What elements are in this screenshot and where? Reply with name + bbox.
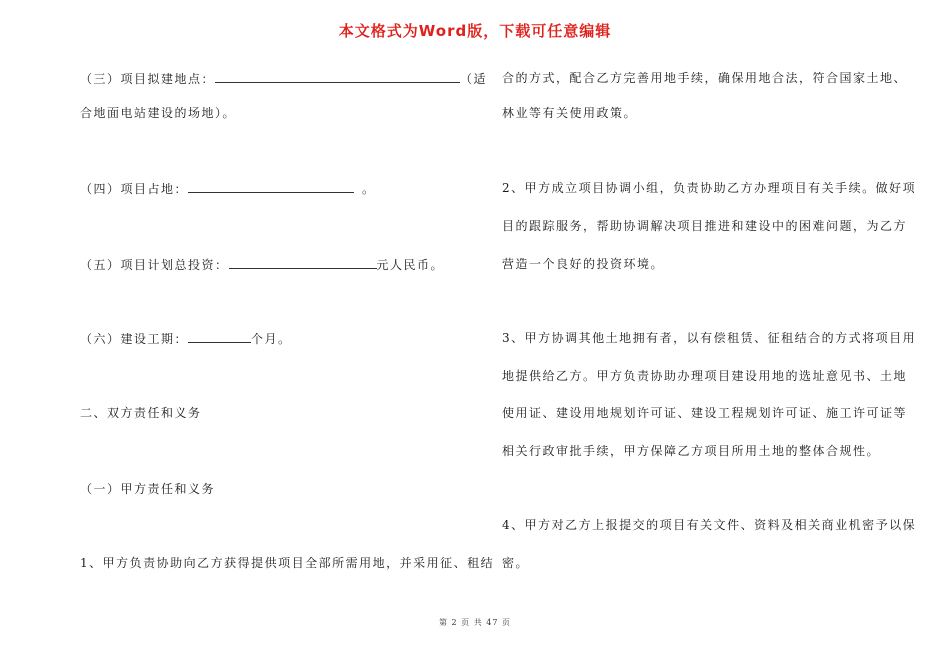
project-location-line-cont: 合地面电站建设的场地）。	[80, 106, 237, 120]
clause-4-line-1: 4、甲方对乙方上报提交的项目有关文件、资料及相关商业机密予以保	[502, 518, 917, 532]
clause-2-line-3: 营造一个良好的投资环境。	[502, 257, 665, 271]
clause-3-line-2: 地提供给乙方。甲方负责协助办理项目建设用地的选址意见书、土地	[502, 369, 908, 383]
total-investment-line: （五）项目计划总投资： 元人民币。	[80, 258, 445, 272]
location-blank	[215, 70, 460, 83]
investment-blank	[229, 256, 377, 269]
clause-1-cont-2: 林业等有关使用政策。	[502, 106, 638, 120]
clause-1-cont-1: 合的方式，配合乙方完善用地手续，确保用地合法，符合国家土地、	[502, 71, 908, 85]
clause-3-line-4: 相关行政审批手续，甲方保障乙方项目所用土地的整体合规性。	[502, 444, 881, 458]
subsection-heading-party-a: （一）甲方责任和义务	[80, 482, 216, 496]
clause-2-line-1: 2、甲方成立项目协调小组，负责协助乙方办理项目有关手续。做好项	[502, 181, 917, 195]
clause-3-line-3: 使用证、建设用地规划许可证、建设工程规划许可证、施工许可证等	[502, 406, 908, 420]
project-location-line: （三）项目拟建地点： （适	[80, 72, 488, 86]
section-heading-duties: 二、双方责任和义务	[80, 406, 202, 420]
clause-4-line-2: 密。	[502, 556, 530, 570]
construction-period-line: （六）建设工期： 个月。	[80, 332, 292, 346]
period-blank	[188, 330, 251, 343]
clause-2-line-2: 目的跟踪服务，帮助协调解决项目推进和建设中的困难问题，为乙方	[502, 219, 908, 233]
clause-3-line-1: 3、甲方协调其他土地拥有者，以有偿租赁、征租结合的方式将项目用	[502, 331, 917, 345]
clause-1-line: 1、甲方负责协助向乙方获得提供项目全部所需用地，并采用征、租结	[80, 556, 495, 570]
format-banner: 本文格式为Word版，下载可任意编辑	[338, 22, 612, 40]
area-blank	[188, 180, 354, 193]
page-number-footer: 第 2 页 共 47 页	[439, 618, 511, 627]
project-area-line: （四）项目占地： 。	[80, 182, 376, 196]
